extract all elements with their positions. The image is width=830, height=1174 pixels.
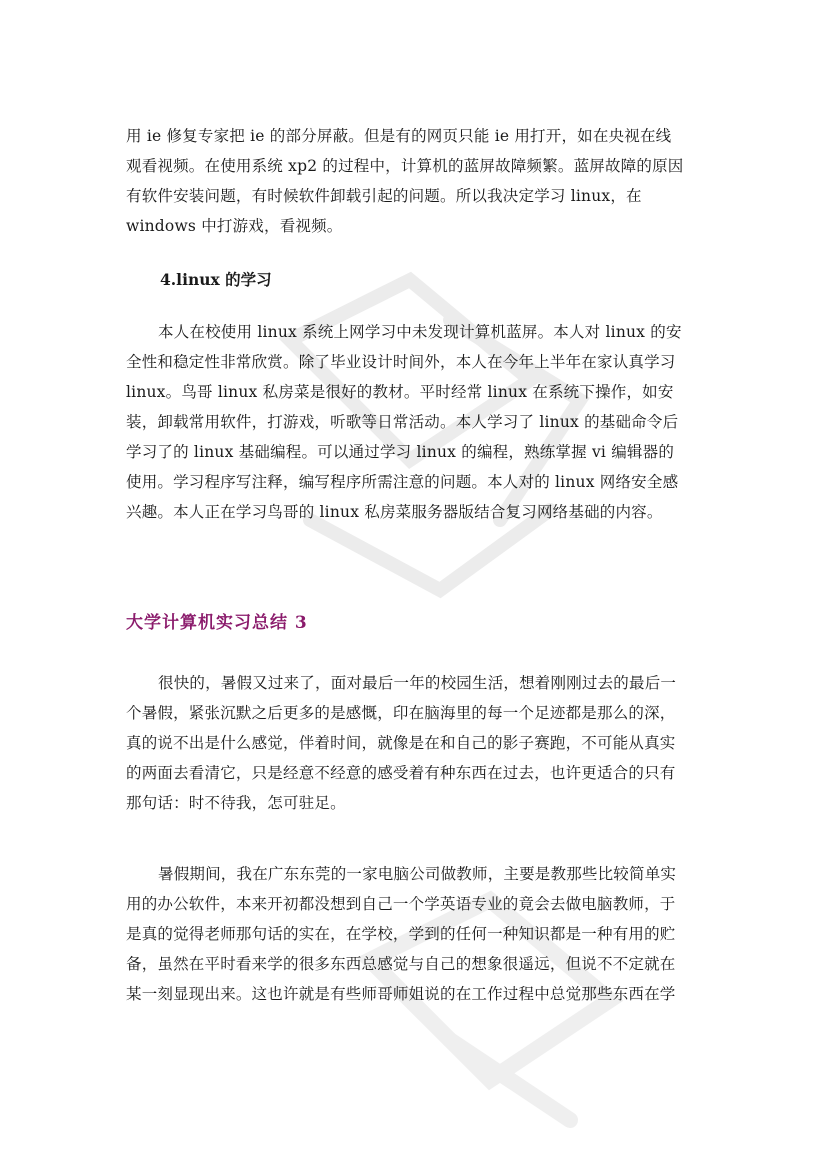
text-line: 装，卸载常用软件，打游戏，听歌等日常活动。本人学习了 linux 的基础命令后 [126,413,679,431]
text-line: 备，虽然在平时看来学的很多东西总感觉与自己的想象很遥远，但说不不定就在 [126,955,676,973]
text-line: 观看视频。在使用系统 xp2 的过程中，计算机的蓝屏故障频繁。蓝屏故障的原因 [126,157,684,175]
text-line: 用 ie 修复专家把 ie 的部分屏蔽。但是有的网页只能 ie 用打开，如在央视在线 [126,127,672,145]
text-line: linux。鸟哥 linux 私房菜是很好的教材。平时经常 linux 在系统下操作，如安 [126,383,674,401]
text-line: 学习了的 linux 基础编程。可以通过学习 linux 的编程，熟练掌握 vi 编辑器的 [126,443,675,461]
text-line: 很快的，暑假又过来了，面对最后一年的校园生活，想着刚刚过去的最后一 [158,674,677,692]
text-line: 某一刻显现出来。这也许就是有些师哥师姐说的在工作过程中总觉那些东西在学 [126,985,676,1003]
text-line: 是真的觉得老师那句话的实在，在学校，学到的任何一种知识都是一种有用的贮 [126,925,676,943]
subheading-linux-learning: 4.linux 的学习 [160,270,272,289]
section-title: 大学计算机实习总结 3 [126,613,308,633]
text-line: 暑假期间，我在广东东莞的一家电脑公司做教师，主要是教那些比较简单实 [158,865,677,883]
text-line: 用的办公软件，本来开初都没想到自己一个学英语专业的竟会去做电脑教师，于 [126,895,676,913]
text-line: 兴趣。本人正在学习鸟哥的 linux 私房菜服务器版结合复习网络基础的内容。 [126,503,663,521]
text-line: 个暑假，紧张沉默之后更多的是感慨，印在脑海里的每一个足迹都是那么的深， [126,704,676,722]
text-line: 本人在校使用 linux 系统上网学习中未发现计算机蓝屏。本人对 linux 的安 [158,323,682,341]
text-line: windows 中打游戏，看视频。 [126,217,343,235]
text-line: 那句话：时不待我，怎可驻足。 [126,794,346,812]
text-line: 使用。学习程序写注释，编写程序所需注意的问题。本人对的 linux 网络安全感 [126,473,679,491]
text-line: 的两面去看清它，只是经意不经意的感受着有种东西在过去，也许更适合的只有 [126,764,676,782]
text-line: 全性和稳定性非常欣赏。除了毕业设计时间外，本人在今年上半年在家认真学习 [126,353,676,371]
text-line: 真的说不出是什么感觉，伴着时间，就像是在和自己的影子赛跑，不可能从真实 [126,734,676,752]
text-line: 有软件安装问题，有时候软件卸载引起的问题。所以我决定学习 linux，在 [126,187,642,205]
